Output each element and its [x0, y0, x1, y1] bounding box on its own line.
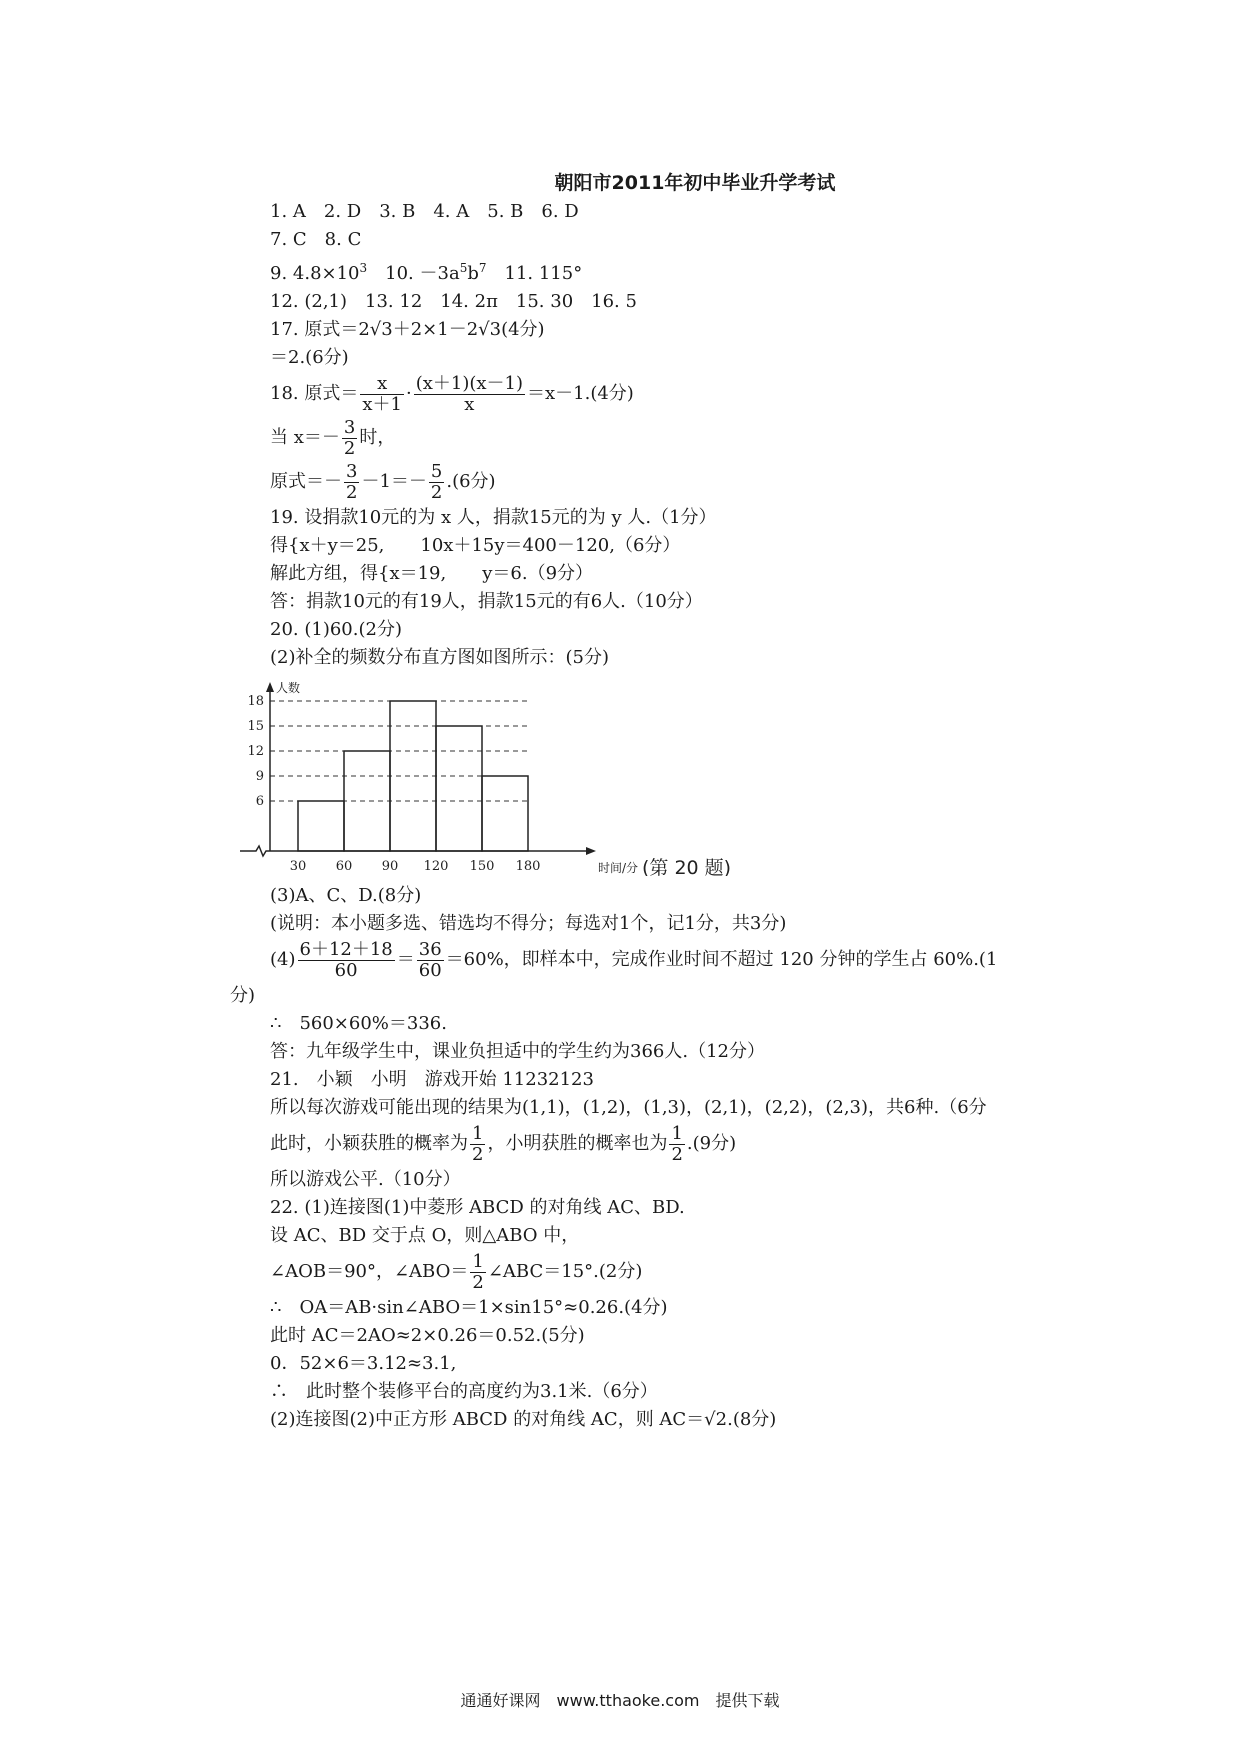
- grid-lines: [270, 701, 530, 801]
- answer-line: ＝2.(6分): [270, 347, 349, 368]
- histogram-bar: [436, 726, 482, 851]
- answer-content: [230, 198, 1050, 1434]
- histogram-chart: [230, 676, 750, 876]
- x-axis-label: 时间/分: [598, 861, 639, 875]
- text-run: (4): [270, 949, 296, 970]
- denominator: x＋1: [362, 393, 402, 415]
- bars: [298, 701, 528, 851]
- answer-line: 此时 AC＝2AO≈2×0.26＝0.52.(5分): [270, 1325, 585, 1346]
- text-run: 时，: [359, 427, 396, 448]
- fraction: [342, 418, 357, 459]
- exponent: 3: [359, 261, 368, 275]
- numerator: 6＋12＋18: [299, 938, 393, 960]
- y-tick-label: 6: [255, 794, 264, 809]
- denominator: 2: [472, 1143, 484, 1165]
- denominator: x: [464, 393, 475, 415]
- numerator: 1: [671, 1122, 683, 1144]
- answer-line: ∴ 此时整个装修平台的高度约为3.1米.（6分）: [270, 1381, 658, 1402]
- numerator: x: [360, 374, 404, 395]
- text-run: ∠AOB＝90°，∠ABO＝: [270, 1261, 469, 1282]
- answer-line: 所以游戏公平.（10分）: [270, 1169, 461, 1190]
- answer-line: 20. (1)60.(2分): [270, 619, 402, 640]
- numerator: 5: [430, 460, 443, 482]
- histogram-bar: [344, 751, 390, 851]
- answer-line: 答：九年级学生中，课业负担适中的学生约为366人.（12分）: [270, 1041, 765, 1062]
- text-run: 原式＝－: [270, 471, 342, 492]
- x-tick-label: 150: [469, 859, 495, 874]
- answer-line: 12. (2,1) 13. 12 14. 2π 15. 30 16. 5: [270, 291, 637, 312]
- answer-line: (2)连接图(2)中正方形 ABCD 的对角线 AC，则 AC＝√2.(8分): [270, 1409, 777, 1430]
- text-run: 18. 原式＝: [270, 383, 359, 404]
- text-run: －1＝－: [361, 471, 427, 492]
- denominator: 60: [418, 959, 442, 981]
- numerator: 1: [472, 1122, 484, 1144]
- numerator: 3: [343, 416, 356, 438]
- x-tick-label: 180: [515, 859, 541, 874]
- text-run: ·: [405, 383, 412, 404]
- denominator: 2: [472, 1271, 484, 1293]
- axes: [240, 682, 596, 856]
- fraction: [360, 374, 404, 415]
- answer-line: [270, 1122, 1050, 1166]
- text-run: ，小明获胜的概率也为: [487, 1133, 668, 1154]
- answer-line: [270, 938, 1050, 982]
- x-axis-arrow: [586, 847, 596, 855]
- fraction: [298, 940, 395, 981]
- histogram-figure: [230, 676, 750, 876]
- answer-line: [270, 460, 1050, 504]
- numerator: 36: [418, 938, 442, 960]
- answer-line: 答：捐款10元的有19人，捐款15元的有6人.（10分）: [270, 591, 703, 612]
- x-tick-label: 60: [335, 859, 353, 874]
- x-tick-label: 120: [423, 859, 449, 874]
- fraction: [417, 940, 444, 981]
- text-run: ＝: [396, 949, 415, 970]
- text-run: ∠ABC＝15°.(2分): [487, 1261, 643, 1282]
- numerator: (x＋1)(x－1): [415, 372, 523, 394]
- answer-line: 设 AC、BD 交于点 O，则△ABO 中，: [270, 1225, 580, 1246]
- fraction: [414, 374, 525, 415]
- answer-line: [270, 254, 1050, 288]
- y-tick-label: 15: [247, 719, 264, 734]
- answer-line: 0．52×6＝3.12≈3.1,: [270, 1353, 457, 1374]
- answer-line: 得{x＋y＝25, 10x＋15y＝400－120,（6分）: [270, 535, 681, 556]
- y-axis-label: 人数: [276, 681, 301, 695]
- answer-line: 19. 设捐款10元的为 x 人，捐款15元的为 y 人.（1分）: [270, 507, 717, 528]
- x-tick-label: 90: [381, 859, 399, 874]
- fraction: [470, 1124, 485, 1165]
- answer-line: 7. C 8. C: [270, 229, 362, 250]
- fraction: [344, 462, 359, 503]
- text-run: .(9分): [686, 1133, 737, 1154]
- answer-line: [270, 372, 1050, 416]
- text-run: 当 x＝－: [270, 427, 340, 448]
- page-title: 朝阳市2011年初中毕业升学考试: [554, 172, 836, 194]
- fraction: [669, 1124, 684, 1165]
- y-tick-label: 12: [247, 744, 264, 759]
- answer-line: (3)A、C、D.(8分): [270, 885, 422, 906]
- denominator: 60: [334, 959, 358, 981]
- denominator: 2: [671, 1143, 683, 1165]
- figure-caption: (第 20 题): [642, 857, 732, 876]
- answer-line: 17. 原式＝2√3＋2×1－2√3(4分): [270, 319, 545, 340]
- denominator: 2: [346, 481, 358, 503]
- text-run: 10. －3a: [367, 263, 460, 284]
- answer-line: 1. A 2. D 3. B 4. A 5. B 6. D: [270, 201, 579, 222]
- text-run: ＝60%，即样本中，完成作业时间不超过 120 分钟的学生占 60%.(1: [445, 949, 998, 970]
- y-axis-arrow: [266, 682, 274, 692]
- fraction: [429, 462, 444, 503]
- answer-line: 22. (1)连接图(1)中菱形 ABCD 的对角线 AC、BD.: [270, 1197, 685, 1218]
- answer-line: (说明：本小题多选、错选均不得分；每选对1个，记1分，共3分): [270, 913, 787, 934]
- answer-line: [270, 416, 1050, 460]
- text-run: .(6分): [446, 471, 496, 492]
- answer-line: [270, 1250, 1050, 1294]
- numerator: 1: [472, 1250, 484, 1272]
- x-tick-label: 30: [289, 859, 307, 874]
- footer-credit: 通通好课网 www.tthaoke.com 提供下载: [460, 1691, 780, 1710]
- histogram-bar: [482, 776, 528, 851]
- exponent: 5: [459, 261, 468, 275]
- text-run: 11. 115°: [486, 263, 583, 284]
- answer-line: ∴ OA＝AB·sin∠ABO＝1×sin15°≈0.26.(4分): [270, 1297, 668, 1318]
- y-tick-label: 18: [247, 694, 264, 709]
- answer-line: 解此方组，得{x＝19, y＝6.（9分）: [270, 563, 594, 584]
- answer-line: (2)补全的频数分布直方图如图所示：(5分): [270, 647, 609, 668]
- y-tick-labels: [247, 694, 264, 809]
- answer-line: 所以每次游戏可能出现的结果为(1,1)，(1,2)，(1,3)，(2,1)，(2,2)，(2,3)，共6种.（6分: [270, 1097, 987, 1118]
- answer-line: 分): [230, 985, 256, 1006]
- exponent: 7: [478, 261, 487, 275]
- fraction: [470, 1252, 485, 1293]
- answer-line: 21. 小颖 小明 游戏开始 11232123: [270, 1069, 594, 1090]
- x-tick-labels: [290, 859, 541, 874]
- histogram-bar: [298, 801, 344, 851]
- text-run: 9. 4.8×10: [270, 263, 360, 284]
- text-run: 此时，小颖获胜的概率为: [270, 1133, 468, 1154]
- y-tick-label: 9: [255, 769, 264, 784]
- denominator: 2: [430, 481, 443, 503]
- answer-line: ∴ 560×60%＝336.: [270, 1013, 447, 1034]
- numerator: 3: [346, 460, 358, 482]
- text-run: ＝x－1.(4分): [527, 383, 634, 404]
- text-run: b: [467, 263, 479, 284]
- denominator: 2: [343, 437, 356, 459]
- axis-break: [240, 846, 270, 856]
